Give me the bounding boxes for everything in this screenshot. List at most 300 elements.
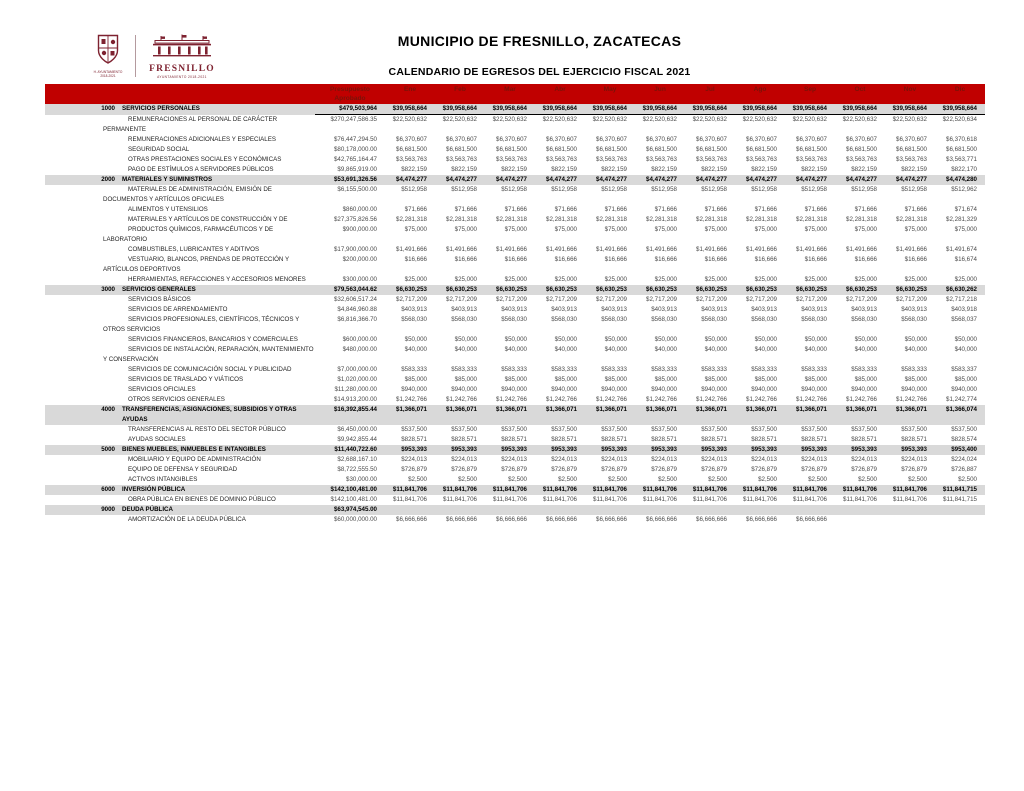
- cell-dic: [935, 505, 985, 515]
- cell-ago: $403,913: [751, 305, 777, 313]
- cell-mar: $85,000: [504, 375, 527, 383]
- cell-presupuesto: $60,000,000.00: [333, 515, 377, 523]
- row-label: [45, 215, 315, 225]
- cell-ene: $537,500: [401, 425, 427, 433]
- table-row: [45, 295, 985, 305]
- row-label-text: SERVICIOS FINANCIEROS, BANCARIOS Y COMERCIALES: [128, 335, 298, 343]
- cell-may: [585, 505, 635, 515]
- cell-mar: $6,630,253: [485, 285, 535, 295]
- cell-abr: $4,474,277: [535, 175, 585, 185]
- cell-presupuesto: $32,606,517.24: [333, 295, 377, 303]
- row-label-text: EQUIPO DE DEFENSA Y SEGURIDAD: [128, 465, 238, 473]
- cell-abr: $6,370,607: [546, 135, 577, 143]
- cell-may: $6,681,500: [596, 145, 627, 153]
- row-label-text: TRANSFERENCIAS AL RESTO DEL SECTOR PÚBLICO: [128, 425, 286, 433]
- cell-dic: $2,717,218: [946, 295, 977, 303]
- row-label: [45, 295, 315, 305]
- cell-may: $822,159: [601, 165, 627, 173]
- column-header-sep: Sep: [785, 84, 835, 104]
- cell-dic: $11,841,715: [935, 485, 985, 495]
- cell-feb: $583,333: [451, 365, 477, 373]
- cell-presupuesto: $76,447,294.50: [333, 135, 377, 143]
- cell-mar: $1,242,766: [496, 395, 527, 403]
- cell-may: $568,030: [601, 315, 627, 323]
- cell-ene: $583,333: [401, 365, 427, 373]
- cell-nov: $224,013: [901, 455, 927, 463]
- cell-ago: $512,958: [751, 185, 777, 193]
- cell-sep: $403,913: [801, 305, 827, 313]
- cell-ene: $11,841,706: [393, 495, 427, 503]
- cell-mar: $568,030: [501, 315, 527, 323]
- cell-ene: $3,563,763: [396, 155, 427, 163]
- cell-sep: $50,000: [804, 335, 827, 343]
- cell-jul: $25,000: [704, 275, 727, 283]
- cell-ene: $940,000: [401, 385, 427, 393]
- column-header-jun: Jun: [635, 84, 685, 104]
- cell-may: $3,563,763: [596, 155, 627, 163]
- cell-feb: [435, 505, 485, 515]
- cell-abr: $583,333: [551, 365, 577, 373]
- cell-feb: $75,000: [454, 225, 477, 233]
- cell-presupuesto: $9,942,855.44: [337, 435, 377, 443]
- cell-mar: $6,666,666: [496, 515, 527, 523]
- table-row: [45, 104, 985, 115]
- cell-nov: $2,500: [908, 475, 927, 483]
- cell-ene: $40,000: [404, 345, 427, 353]
- row-label-text: VESTUARIO, BLANCOS, PRENDAS DE PROTECCIÓN Y ARTÍCULOS DEPORTIVOS: [103, 255, 290, 273]
- row-label-text: OTRAS PRESTACIONES SOCIALES Y ECONÓMICAS: [128, 155, 282, 163]
- cell-may: $2,500: [608, 475, 627, 483]
- cell-nov: $1,366,071: [885, 405, 935, 425]
- cell-oct: $2,500: [858, 475, 877, 483]
- cell-oct: $40,000: [854, 345, 877, 353]
- cell-sep: $953,393: [785, 445, 835, 455]
- cell-abr: $1,491,666: [546, 245, 577, 253]
- row-code: 2000: [101, 175, 115, 183]
- cell-jul: $11,841,706: [685, 485, 735, 495]
- cell-nov: $39,958,664: [885, 104, 935, 115]
- column-header-jul: Jul: [685, 84, 735, 104]
- cell-nov: $11,841,706: [893, 495, 927, 503]
- row-label: [45, 255, 315, 275]
- cell-sep: $1,491,666: [796, 245, 827, 253]
- table-row: [45, 465, 985, 475]
- cell-dic: $1,366,074: [935, 405, 985, 425]
- cell-oct: $953,393: [835, 445, 885, 455]
- table-row: [45, 115, 985, 135]
- cell-jul: $726,879: [701, 465, 727, 473]
- cell-may: $1,491,666: [596, 245, 627, 253]
- cell-presupuesto: $480,000.00: [342, 345, 377, 353]
- cell-abr: $940,000: [551, 385, 577, 393]
- cell-feb: $6,630,253: [435, 285, 485, 295]
- cell-oct: $726,879: [851, 465, 877, 473]
- cell-dic: $726,887: [951, 465, 977, 473]
- table-row: [45, 425, 985, 435]
- cell-dic: $3,563,771: [946, 155, 977, 163]
- cell-mar: $22,520,632: [492, 116, 527, 124]
- cell-abr: $6,681,500: [546, 145, 577, 153]
- cell-oct: $1,366,071: [835, 405, 885, 425]
- cell-mar: $953,393: [485, 445, 535, 455]
- cell-feb: $940,000: [451, 385, 477, 393]
- cell-oct: $11,841,706: [843, 495, 877, 503]
- cell-ene: $6,666,666: [396, 515, 427, 523]
- table-row: [45, 345, 985, 365]
- cell-jul: $512,958: [701, 185, 727, 193]
- cell-ago: $11,841,706: [743, 495, 777, 503]
- cell-sep: $71,666: [804, 205, 827, 213]
- cell-presupuesto: $11,440,722.60: [315, 445, 385, 455]
- cell-feb: $1,242,766: [446, 395, 477, 403]
- cell-mar: $2,717,209: [496, 295, 527, 303]
- cell-jun: $568,030: [651, 315, 677, 323]
- row-label: [45, 475, 315, 485]
- cell-feb: $2,717,209: [446, 295, 477, 303]
- cell-abr: $1,242,766: [546, 395, 577, 403]
- cell-feb: $822,159: [451, 165, 477, 173]
- cell-presupuesto: $8,722,555.50: [337, 465, 377, 473]
- cell-ago: $726,879: [751, 465, 777, 473]
- cell-abr: $75,000: [554, 225, 577, 233]
- row-label: [45, 104, 315, 115]
- cell-ene: $6,370,607: [396, 135, 427, 143]
- table-row: [45, 435, 985, 445]
- cell-ene: $25,000: [404, 275, 427, 283]
- cell-dic: $1,491,674: [946, 245, 977, 253]
- cell-nov: $16,666: [904, 255, 927, 263]
- cell-mar: $512,958: [501, 185, 527, 193]
- cell-jun: $224,013: [651, 455, 677, 463]
- table-row: [45, 335, 985, 345]
- cell-ene: $828,571: [401, 435, 427, 443]
- table-row: [45, 475, 985, 485]
- row-label-text: REMUNERACIONES AL PERSONAL DE CARÁCTER PERMANENTE: [103, 115, 278, 133]
- cell-ene: $2,281,318: [396, 215, 427, 223]
- cell-nov: $1,491,666: [896, 245, 927, 253]
- cell-ago: $583,333: [751, 365, 777, 373]
- cell-nov: $822,159: [901, 165, 927, 173]
- cell-may: $583,333: [601, 365, 627, 373]
- cell-feb: $40,000: [454, 345, 477, 353]
- cell-jul: [685, 505, 735, 515]
- cell-ago: $6,666,666: [746, 515, 777, 523]
- cell-abr: $822,159: [551, 165, 577, 173]
- row-label-text: SERVICIOS GENERALES: [122, 285, 196, 293]
- cell-jul: $4,474,277: [685, 175, 735, 185]
- cell-ene: $16,666: [404, 255, 427, 263]
- cell-jun: $85,000: [654, 375, 677, 383]
- cell-mar: $40,000: [504, 345, 527, 353]
- cell-dic: $583,337: [951, 365, 977, 373]
- cell-presupuesto: $142,100,481.00: [330, 495, 377, 503]
- cell-feb: $2,281,318: [446, 215, 477, 223]
- cell-feb: $537,500: [451, 425, 477, 433]
- cell-abr: $16,666: [554, 255, 577, 263]
- cell-presupuesto: $11,280,000.00: [334, 385, 377, 393]
- cell-jul: $1,491,666: [696, 245, 727, 253]
- row-label-text: BIENES MUEBLES, INMUEBLES E INTANGIBLES: [122, 445, 266, 453]
- cell-jul: $828,571: [701, 435, 727, 443]
- cell-oct: $16,666: [854, 255, 877, 263]
- cell-oct: $1,242,766: [846, 395, 877, 403]
- cell-jun: $71,666: [654, 205, 677, 213]
- table-row: [45, 185, 985, 205]
- row-label-text: REMUNERACIONES ADICIONALES Y ESPECIALES: [128, 135, 276, 143]
- cell-sep: $2,717,209: [796, 295, 827, 303]
- cell-jul: $11,841,706: [693, 495, 727, 503]
- cell-sep: $25,000: [804, 275, 827, 283]
- cell-jul: $2,717,209: [696, 295, 727, 303]
- cell-jun: $40,000: [654, 345, 677, 353]
- row-label-text: SERVICIOS BÁSICOS: [128, 295, 191, 303]
- cell-jul: $75,000: [704, 225, 727, 233]
- cell-ago: $39,958,664: [735, 104, 785, 115]
- cell-abr: $726,879: [551, 465, 577, 473]
- table-row: [45, 135, 985, 145]
- cell-nov: $6,681,500: [896, 145, 927, 153]
- row-label-text: SERVICIOS DE ARRENDAMIENTO: [128, 305, 228, 313]
- cell-may: $403,913: [601, 305, 627, 313]
- cell-jun: $2,500: [658, 475, 677, 483]
- cell-jul: $6,630,253: [685, 285, 735, 295]
- cell-sep: $822,159: [801, 165, 827, 173]
- cell-nov: [885, 515, 935, 525]
- cell-jul: $6,666,666: [696, 515, 727, 523]
- cell-abr: $3,563,763: [546, 155, 577, 163]
- cell-dic: $828,574: [951, 435, 977, 443]
- cell-presupuesto: $270,247,586.35: [330, 116, 377, 124]
- cell-ene: $71,666: [404, 205, 427, 213]
- row-label: [45, 165, 315, 175]
- row-label: [45, 395, 315, 405]
- cell-may: $11,841,706: [593, 495, 627, 503]
- cell-may: $11,841,706: [585, 485, 635, 495]
- table-row: [45, 455, 985, 465]
- cell-may: $39,958,664: [585, 104, 635, 115]
- cell-may: $940,000: [601, 385, 627, 393]
- cell-abr: $11,841,706: [535, 485, 585, 495]
- cell-ene: $726,879: [401, 465, 427, 473]
- cell-oct: $2,281,318: [846, 215, 877, 223]
- cell-mar: $583,333: [501, 365, 527, 373]
- cell-oct: $224,013: [851, 455, 877, 463]
- cell-ago: $1,366,071: [735, 405, 785, 425]
- cell-ago: $11,841,706: [735, 485, 785, 495]
- cell-ene: [385, 505, 435, 515]
- cell-nov: $85,000: [904, 375, 927, 383]
- cell-may: $75,000: [604, 225, 627, 233]
- cell-mar: $403,913: [501, 305, 527, 313]
- cell-oct: $4,474,277: [835, 175, 885, 185]
- cell-abr: $568,030: [551, 315, 577, 323]
- cell-oct: $940,000: [851, 385, 877, 393]
- row-label: [45, 375, 315, 385]
- table-row: [45, 305, 985, 315]
- cell-sep: $6,681,500: [796, 145, 827, 153]
- cell-may: $2,281,318: [596, 215, 627, 223]
- cell-sep: $512,958: [801, 185, 827, 193]
- cell-dic: $2,500: [958, 475, 977, 483]
- cell-mar: $50,000: [504, 335, 527, 343]
- cell-abr: $11,841,706: [543, 495, 577, 503]
- table-row: [45, 485, 985, 495]
- cell-nov: $1,242,766: [896, 395, 927, 403]
- budget-table-wrap: [45, 84, 985, 525]
- cell-abr: $2,500: [558, 475, 577, 483]
- cell-presupuesto: $14,913,200.00: [333, 395, 377, 403]
- page-subtitle: CALENDARIO DE EGRESOS DEL EJERCICIO FISCAL 2021: [388, 66, 691, 78]
- row-label: [45, 275, 315, 285]
- cell-dic: $85,000: [954, 375, 977, 383]
- cell-may: $537,500: [601, 425, 627, 433]
- cell-jul: $822,159: [701, 165, 727, 173]
- table-header-row: [45, 84, 985, 104]
- cell-may: $6,630,253: [585, 285, 635, 295]
- cell-jun: $953,393: [635, 445, 685, 455]
- cell-presupuesto: $63,974,545.00: [315, 505, 385, 515]
- row-label-text: OBRA PÚBLICA EN BIENES DE DOMINIO PÚBLICO: [128, 495, 276, 503]
- cell-ago: [735, 505, 785, 515]
- cell-ene: $1,366,071: [385, 405, 435, 425]
- cell-jun: $2,717,209: [646, 295, 677, 303]
- cell-may: $828,571: [601, 435, 627, 443]
- cell-jun: $1,366,071: [635, 405, 685, 425]
- cell-mar: $940,000: [501, 385, 527, 393]
- cell-nov: $40,000: [904, 345, 927, 353]
- cell-dic: $512,962: [951, 185, 977, 193]
- cell-jul: $2,281,318: [696, 215, 727, 223]
- cell-presupuesto: $900,000.00: [342, 225, 377, 233]
- cell-feb: $403,913: [451, 305, 477, 313]
- cell-jul: $953,393: [685, 445, 735, 455]
- row-label-text: SERVICIOS PROFESIONALES, CIENTÍFICOS, TÉCNICOS Y OTROS SERVICIOS: [103, 315, 300, 333]
- cell-abr: $22,520,632: [542, 116, 577, 124]
- cell-sep: $75,000: [804, 225, 827, 233]
- cell-abr: $40,000: [554, 345, 577, 353]
- row-label-text: TRANSFERENCIAS, ASIGNACIONES, SUBSIDIOS Y OTRAS AYUDAS: [122, 405, 297, 423]
- cell-may: $25,000: [604, 275, 627, 283]
- logo-tagline: AYUNTAMIENTO 2018-2021: [157, 74, 207, 79]
- cell-jul: $940,000: [701, 385, 727, 393]
- cell-feb: $568,030: [451, 315, 477, 323]
- cell-ene: $822,159: [401, 165, 427, 173]
- row-label: [45, 135, 315, 145]
- cell-dic: $39,958,664: [935, 104, 985, 115]
- row-label-text: MATERIALES Y ARTÍCULOS DE CONSTRUCCIÓN Y DE: [128, 215, 288, 223]
- cell-ago: $6,370,607: [746, 135, 777, 143]
- row-label-text: MATERIALES DE ADMINISTRACIÓN, EMISIÓN DE DOCUMENTOS Y ARTÍCULOS OFICIALES: [103, 185, 272, 203]
- cell-abr: $828,571: [551, 435, 577, 443]
- cell-presupuesto: $9,865,919.00: [337, 165, 377, 173]
- cell-feb: $6,666,666: [446, 515, 477, 523]
- cell-presupuesto: $30,000.00: [346, 475, 377, 483]
- row-label: [45, 205, 315, 215]
- crest-caption-line1: H. AYUNTAMIENTO: [93, 69, 123, 74]
- crest-caption-line2: 2018-2021: [100, 73, 116, 78]
- cell-dic: $25,000: [954, 275, 977, 283]
- cell-may: $1,242,766: [596, 395, 627, 403]
- cell-abr: $537,500: [551, 425, 577, 433]
- cell-nov: $3,563,763: [896, 155, 927, 163]
- table-row: [45, 315, 985, 335]
- cell-jul: $1,366,071: [685, 405, 735, 425]
- cell-jul: $22,520,632: [692, 116, 727, 124]
- cell-oct: $71,666: [854, 205, 877, 213]
- cell-sep: $4,474,277: [785, 175, 835, 185]
- cell-mar: $1,491,666: [496, 245, 527, 253]
- cell-ago: $822,159: [751, 165, 777, 173]
- cell-jul: $71,666: [704, 205, 727, 213]
- cell-oct: $537,500: [851, 425, 877, 433]
- cell-jun: $4,474,277: [635, 175, 685, 185]
- cell-presupuesto: $42,765,164.47: [333, 155, 377, 163]
- cell-ene: $39,958,664: [385, 104, 435, 115]
- table-row: [45, 285, 985, 295]
- cell-mar: $3,563,763: [496, 155, 527, 163]
- table-row: [45, 145, 985, 155]
- row-label-text: SERVICIOS DE COMUNICACIÓN SOCIAL Y PUBLICIDAD: [128, 365, 292, 373]
- cell-jun: $1,491,666: [646, 245, 677, 253]
- cell-jun: $11,841,706: [635, 485, 685, 495]
- cell-ene: $2,717,209: [396, 295, 427, 303]
- row-code: 3000: [101, 285, 115, 293]
- cell-feb: $11,841,706: [435, 485, 485, 495]
- column-header-feb: Feb: [435, 84, 485, 104]
- cell-sep: $3,563,763: [796, 155, 827, 163]
- cell-jul: $16,666: [704, 255, 727, 263]
- cell-oct: $1,491,666: [846, 245, 877, 253]
- table-row: [45, 515, 985, 525]
- cell-may: $71,666: [604, 205, 627, 213]
- cell-sep: $11,841,706: [785, 485, 835, 495]
- cell-ago: $6,630,253: [735, 285, 785, 295]
- cell-jul: $583,333: [701, 365, 727, 373]
- table-row: [45, 205, 985, 215]
- cell-feb: $16,666: [454, 255, 477, 263]
- cell-presupuesto: $600,000.00: [342, 335, 377, 343]
- column-header-oct: Oct: [835, 84, 885, 104]
- cell-oct: $11,841,706: [835, 485, 885, 495]
- cell-presupuesto: $53,691,326.56: [315, 175, 385, 185]
- cell-sep: $1,242,766: [796, 395, 827, 403]
- cell-jul: $40,000: [704, 345, 727, 353]
- cell-abr: $25,000: [554, 275, 577, 283]
- cell-ago: $6,681,500: [746, 145, 777, 153]
- cell-jun: $583,333: [651, 365, 677, 373]
- cell-feb: $85,000: [454, 375, 477, 383]
- cell-feb: $224,013: [451, 455, 477, 463]
- cell-mar: [485, 505, 535, 515]
- cell-presupuesto: $79,563,044.62: [315, 285, 385, 295]
- cell-sep: $85,000: [804, 375, 827, 383]
- cell-nov: $568,030: [901, 315, 927, 323]
- cell-presupuesto: $27,375,826.56: [333, 215, 377, 223]
- cell-ago: $50,000: [754, 335, 777, 343]
- cell-may: $22,520,632: [592, 116, 627, 124]
- cell-dic: $40,000: [954, 345, 977, 353]
- cell-jul: $85,000: [704, 375, 727, 383]
- cell-nov: $583,333: [901, 365, 927, 373]
- row-code: 5000: [101, 445, 115, 453]
- cell-presupuesto: $142,100,481.00: [315, 485, 385, 495]
- cell-ago: $1,491,666: [746, 245, 777, 253]
- cell-dic: [935, 515, 985, 525]
- cell-feb: $22,520,632: [442, 116, 477, 124]
- cell-dic: $2,281,329: [946, 215, 977, 223]
- cell-jun: $828,571: [651, 435, 677, 443]
- cell-jun: $11,841,706: [643, 495, 677, 503]
